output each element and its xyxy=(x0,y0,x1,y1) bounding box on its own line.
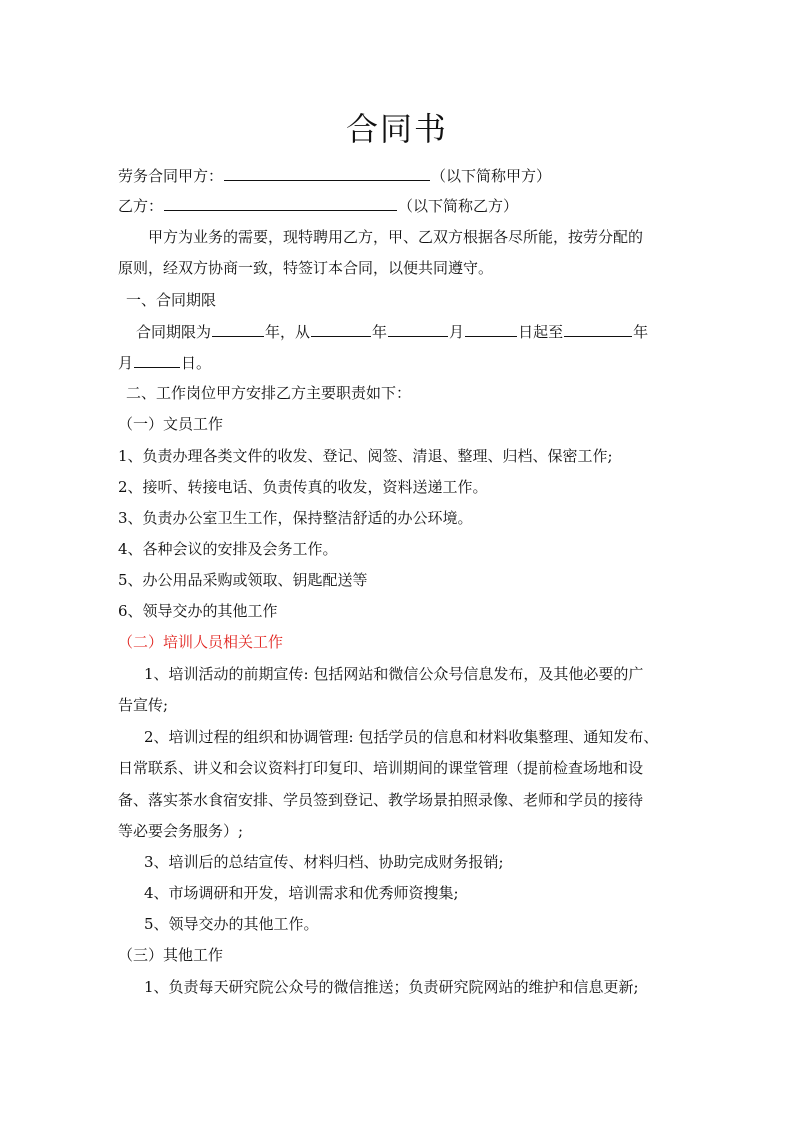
training-item-2-line-1: 2、培训过程的组织和协调管理: 包括学员的信息和材料收集整理、通知发布、 xyxy=(144,728,659,746)
party-a-line xyxy=(118,164,678,187)
term-unit-month2: 月 xyxy=(118,354,134,372)
term-unit-day-end: 日。 xyxy=(181,354,212,372)
duties-heading: 二、工作岗位甲方安排乙方主要职责如下： xyxy=(126,384,412,402)
term-unit-year: 年，从 xyxy=(265,323,311,341)
end-year-field[interactable] xyxy=(564,320,632,337)
start-year-field[interactable] xyxy=(311,320,371,337)
training-item-4: 4、市场调研和开发，培训需求和优秀师资搜集; xyxy=(144,884,459,902)
term-prefix: 合同期限为 xyxy=(136,323,212,341)
other-heading: （三）其他工作 xyxy=(118,946,224,964)
training-item-3: 3、培训后的总结宣传、材料归档、协助完成财务报销; xyxy=(144,853,504,871)
term-heading: 一、合同期限 xyxy=(126,291,217,309)
document-title: 合同书 xyxy=(345,110,448,148)
training-item-2-line-3: 备、落实茶水食宿安排、学员签到登记、教学场景拍照录像、老师和学员的接待 xyxy=(118,791,644,809)
term-unit-day-from: 日起至 xyxy=(518,323,564,341)
clerical-item: 4、各种会议的安排及会务工作。 xyxy=(118,540,338,558)
party-b-label: 乙方： xyxy=(118,197,164,215)
intro-line-1: 甲方为业务的需要，现特聘用乙方，甲、乙双方根据各尽所能，按劳分配的 xyxy=(148,228,644,246)
term-line-2 xyxy=(118,351,678,374)
clerical-item: 2、接听、转接电话、负责传真的收发，资料送递工作。 xyxy=(118,478,488,496)
other-item-1: 1、负责每天研究院公众号的微信推送；负责研究院网站的维护和信息更新; xyxy=(144,978,639,996)
training-item-2-line-4: 等必要会务服务）; xyxy=(118,822,244,840)
clerical-item: 5、办公用品采购或领取、钥匙配送等 xyxy=(118,571,368,589)
party-b-field[interactable] xyxy=(164,194,397,211)
intro-line-2: 原则，经双方协商一致，特签订本合同，以便共同遵守。 xyxy=(118,259,494,277)
term-unit-month: 月 xyxy=(449,323,465,341)
party-a-label: 劳务合同甲方： xyxy=(118,167,224,185)
clerical-item: 1、负责办理各类文件的收发、登记、阅签、清退、整理、归档、保密工作; xyxy=(118,447,613,465)
end-month-field[interactable] xyxy=(134,351,180,368)
start-day-field[interactable] xyxy=(465,320,517,337)
party-b-line xyxy=(118,194,678,217)
training-heading: （二）培训人员相关工作 xyxy=(118,633,284,651)
clerical-item: 3、负责办公室卫生工作，保持整洁舒适的办公环境。 xyxy=(118,509,473,527)
term-unit-year2: 年 xyxy=(372,323,388,341)
start-month-field[interactable] xyxy=(388,320,448,337)
training-item-1-line-1: 1、培训活动的前期宣传: 包括网站和微信公众号信息发布，及其他必要的广 xyxy=(144,665,644,683)
training-item-5: 5、领导交办的其他工作。 xyxy=(144,915,319,933)
training-item-1-line-2: 告宣传; xyxy=(118,696,169,714)
party-a-field[interactable] xyxy=(224,164,430,181)
clerical-item: 6、领导交办的其他工作 xyxy=(118,602,278,620)
training-item-2-line-2: 日常联系、讲义和会议资料打印复印、培训期间的课堂管理（提前检查场地和设 xyxy=(118,759,644,777)
term-unit-year3: 年 xyxy=(633,323,649,341)
term-years-field[interactable] xyxy=(212,320,264,337)
term-line-1 xyxy=(136,320,696,343)
party-a-suffix: （以下简称甲方） xyxy=(431,167,552,185)
party-b-suffix: （以下简称乙方） xyxy=(398,197,519,215)
clerical-heading: （一）文员工作 xyxy=(118,415,224,433)
